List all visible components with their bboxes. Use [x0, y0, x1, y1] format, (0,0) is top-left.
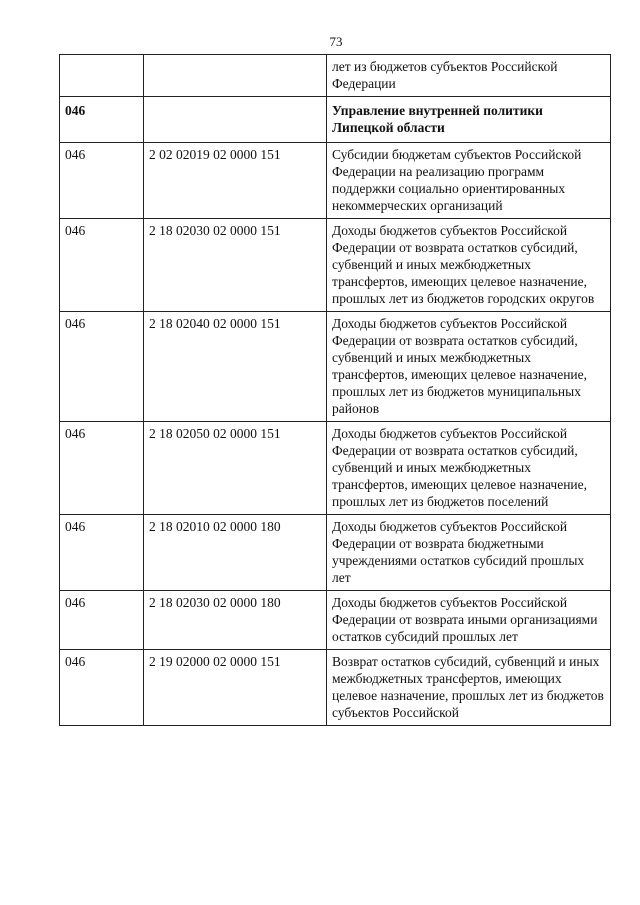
revenue-name-cell: Субсидии бюджетам субъектов Российской Федерации на реализацию программ поддержки социально ориентированных некоммерческих организаций: [327, 143, 611, 219]
table-row: [60, 312, 611, 422]
admin-code-cell: 046: [60, 97, 144, 143]
admin-code-cell: 046: [60, 312, 144, 422]
page-number: 73: [329, 34, 343, 49]
revenue-name-cell: Доходы бюджетов субъектов Российской Федерации от возврата бюджетными учреждениями остатков субсидий прошлых лет: [327, 515, 611, 591]
admin-code-cell: 046: [60, 591, 144, 650]
admin-code-cell: 046: [60, 143, 144, 219]
administrator-header-row: [60, 97, 611, 143]
table-row: [60, 650, 611, 726]
administrator-name-cell: Управление внутренней политики Липецкой области: [327, 97, 611, 143]
revenue-name-cell: Доходы бюджетов субъектов Российской Федерации от возврата остатков субсидий, субвенций и иных межбюджетных трансфертов, имеющих целевое назначение, прошлых лет из бюджетов городских округов: [327, 219, 611, 312]
revenue-name-cell: Доходы бюджетов субъектов Российской Федерации от возврата иными организациями остатков субсидий прошлых лет: [327, 591, 611, 650]
admin-code-cell: 046: [60, 422, 144, 515]
budget-code-cell: 2 02 02019 02 0000 151: [144, 143, 327, 219]
revenue-name-cell: Доходы бюджетов субъектов Российской Федерации от возврата остатков субсидий, субвенций и иных межбюджетных трансфертов, имеющих целевое назначение, прошлых лет из бюджетов поселений: [327, 422, 611, 515]
budget-code-cell: [144, 55, 327, 97]
table-row: [60, 422, 611, 515]
budget-code-cell: 2 18 02010 02 0000 180: [144, 515, 327, 591]
admin-code-cell: [60, 55, 144, 97]
budget-code-cell: [144, 97, 327, 143]
budget-code-cell: 2 18 02050 02 0000 151: [144, 422, 327, 515]
budget-code-cell: 2 18 02040 02 0000 151: [144, 312, 327, 422]
table-row: [60, 591, 611, 650]
admin-code-cell: 046: [60, 219, 144, 312]
table-row: [60, 219, 611, 312]
admin-code-cell: 046: [60, 515, 144, 591]
revenue-codes-table: [59, 54, 611, 726]
table-row: [60, 55, 611, 97]
table-row: [60, 143, 611, 219]
budget-code-cell: 2 19 02000 02 0000 151: [144, 650, 327, 726]
budget-code-cell: 2 18 02030 02 0000 151: [144, 219, 327, 312]
revenue-name-cell: лет из бюджетов субъектов Российской Федерации: [327, 55, 611, 97]
table-row: [60, 515, 611, 591]
revenue-name-cell: Возврат остатков субсидий, субвенций и иных межбюджетных трансфертов, имеющих целевое назначение, прошлых лет из бюджетов субъектов Российской: [327, 650, 611, 726]
admin-code-cell: 046: [60, 650, 144, 726]
revenue-name-cell: Доходы бюджетов субъектов Российской Федерации от возврата остатков субсидий, субвенций и иных межбюджетных трансфертов, имеющих целевое назначение, прошлых лет из бюджетов муниципальных районов: [327, 312, 611, 422]
budget-code-cell: 2 18 02030 02 0000 180: [144, 591, 327, 650]
